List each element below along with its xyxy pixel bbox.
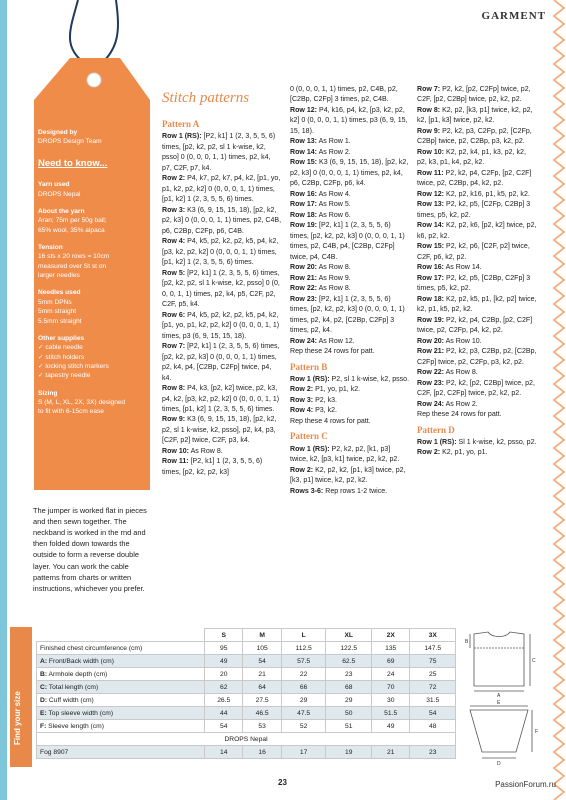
pattern-row (417, 263, 537, 273)
tension-line: measured over St st on (38, 262, 107, 270)
row-instruction: [P2, k1] 1 (2, 3, 5, 5, 6) times, [p2, k2, p2, sl 1 k-wise, k2, psso] 0 (0, 0, 0, 1, 1) times, p2, k4, p5, C2F, p2, C2F, p5, k4. (162, 269, 280, 309)
row-instruction: As Row 1. (317, 138, 351, 146)
row-label: Row 20: (417, 337, 445, 345)
pattern-row (162, 384, 282, 415)
row-label: Row 2: (290, 466, 314, 474)
size-value: 68 (326, 681, 372, 694)
diagram-label-a: A (497, 693, 501, 699)
size-value: 70 (371, 681, 409, 694)
pattern-row (290, 274, 410, 284)
row-instruction: P4, k7, p2, k7, p4, k2, [p1, yo, p1, k2, p2, k2] 0 (0, 0, 0, 1, 1) times, [p1, k2] 1 (2, 3, 5, 5, 6) times. (162, 175, 281, 204)
size-value: 75 (410, 655, 456, 668)
row-label: Row 14: (417, 222, 445, 230)
size-value: 21 (243, 668, 281, 681)
yarn-ball-count: 17 (281, 746, 326, 759)
pattern-row (417, 127, 537, 148)
row-instruction: As Row 8. (317, 264, 351, 272)
row-instruction: As Row 8. (189, 447, 223, 455)
size-value: 72 (410, 681, 456, 694)
row-label: Row 13: (290, 138, 318, 146)
row-label: Row 2: (417, 449, 441, 457)
measurement-letter: B: (40, 670, 48, 678)
row-label: Row 1 (RS): (417, 438, 457, 446)
about-yarn-label: About the yarn (38, 207, 85, 215)
pattern-row (417, 242, 537, 263)
row-instruction: As Row 2. (444, 400, 478, 408)
pattern-row (417, 337, 537, 347)
size-value: 29 (326, 694, 372, 707)
size-value: 53 (243, 720, 281, 733)
row-instruction: As Row 8. (444, 369, 478, 377)
needle-item: 5mm straight (38, 308, 77, 316)
measurement-text: Total length (cm) (47, 683, 99, 691)
size-row (37, 720, 456, 733)
size-value: 122.5 (326, 642, 372, 655)
pattern-heading: Pattern A (162, 119, 200, 129)
pattern-row (417, 400, 537, 410)
watermark: PassionForum.ru (495, 780, 556, 789)
size-value: 44 (205, 707, 243, 720)
row-label: Row 15: (290, 159, 318, 167)
row-instruction: P2, k2, p4, C2Fp, [p2, C2F] twice, p2, C2Bp, p4, k2, p2. (417, 169, 532, 188)
supply-item: ✓ tapestry needle (38, 372, 91, 380)
size-value: 57.5 (281, 655, 326, 668)
row-instruction: P2, k2, p3, C2Fp, p2, [C2Fp, C2Bp] twice, p2, C2Bp, p3, k2, p2. (417, 127, 532, 146)
pattern-row (290, 337, 410, 347)
pattern-row (417, 169, 537, 190)
measurement-letter: C: (40, 683, 48, 691)
row-label: Row 13: (417, 201, 445, 209)
page-number: 23 (278, 778, 287, 787)
row-instruction: K3 (6, 9, 15, 15, 18), [p2, k2, p2, k3] 0 (0, 0, 0, 1, 1) times, p2, C4B, p6, C2Bp, C2Fp, p6, C4B. (162, 206, 282, 235)
yarn-color-label: Fog 8907 (37, 746, 205, 759)
measurement-letter: E: (40, 709, 47, 717)
pattern-row (162, 415, 282, 446)
row-label: Row 17: (417, 274, 445, 282)
pattern-row (417, 85, 537, 106)
size-header: L (281, 629, 326, 642)
size-value: 48 (410, 720, 456, 733)
measurement-letter: D: (40, 696, 48, 704)
measurement-label (37, 681, 205, 694)
diagram-label-c: C (532, 658, 536, 664)
row-instruction: P1, yo, p1, k2. (313, 386, 361, 394)
row-label: Row 19: (290, 222, 318, 230)
size-row (37, 681, 456, 694)
row-label: Row 9: (417, 127, 441, 135)
size-header-empty (37, 629, 205, 642)
pattern-row (290, 200, 410, 210)
pattern-column-1 (162, 115, 282, 478)
pattern-row (290, 211, 410, 221)
size-value: 49 (371, 720, 409, 733)
size-value: 51 (326, 720, 372, 733)
row-label: Row 22: (290, 285, 318, 293)
pattern-row (290, 158, 410, 189)
row-instruction: P2, k3. (313, 396, 338, 404)
pattern-text: 0 (0, 0, 0, 1, 1) times, p2, C4B, p2, [C2Bp, C2Fp] 3 times, p2, C4B. (290, 86, 398, 104)
pattern-heading: Pattern B (290, 361, 328, 372)
size-row (37, 694, 456, 707)
pattern-row (417, 438, 537, 448)
size-value: 66 (281, 681, 326, 694)
row-instruction: K2, p2, k5, p1, [k2, p2] twice, k2, p1, k5, p2, k2. (417, 295, 537, 314)
pattern-row (290, 445, 410, 466)
row-instruction: As Row 12. (317, 337, 355, 345)
sizing-line: S (M, L, XL, 2X, 3X) designed (38, 399, 126, 407)
row-instruction: [P2, k1] 1 (2, 3, 5, 5, 6) times, [p2, k2, p2, k3] (162, 458, 263, 476)
row-instruction: K2, p2, [k3, p1] twice, k2, p2, k2, [p1, k3] twice, p2, k2. (417, 106, 533, 125)
row-instruction: P2, k2, [p2, C2Fp] twice, p2, C2F, [p2, C2Bp] twice, p2, k2, p2. (417, 86, 531, 104)
row-label: Row 23: (290, 295, 318, 303)
stitch-patterns-title: Stitch patterns (162, 90, 250, 106)
yarn-ball-count: 14 (205, 746, 243, 759)
row-instruction: As Row 6. (317, 211, 351, 219)
size-value: 54 (410, 707, 456, 720)
row-instruction: [P2, k1] 1 (2, 3, 5, 5, 6) times, [p2, k2, p2, k3] 0 (0, 0, 0, 1, 1) times, p2, C4B, p4, [C2Bp, C2Fp] twice, p4, C4B. (290, 222, 405, 261)
pattern-row (290, 284, 410, 294)
pattern-row (417, 190, 537, 200)
size-value: 62.5 (326, 655, 372, 668)
size-value: 69 (371, 655, 409, 668)
row-instruction: As Row 9. (317, 274, 351, 282)
pattern-row (290, 406, 410, 416)
body-outline (474, 632, 524, 686)
measurement-text: Top sleeve width (cm) (46, 709, 114, 717)
row-instruction: P4, k5, p2, k2, p2, k5, p4, k2, [p3, k2, p2, k2] 0 (0, 0, 0, 1, 1) times, [p1, k2] 1 (2, 3, 5, 5, 6) times. (162, 238, 279, 267)
row-instruction: As Row 2. (317, 148, 351, 156)
pattern-row (290, 190, 410, 200)
row-label: Row 4: (162, 238, 186, 246)
supplies-label: Other supplies (38, 334, 85, 342)
row-label: Row 18: (417, 295, 445, 303)
sizing-line: to fit with 6-15cm ease (38, 408, 104, 416)
size-row (37, 642, 456, 655)
row-instruction: K3 (6, 9, 15, 15, 18), [p2, k2, p2, sl 1 k-wise, k2, psso], p2, k4, p3, [C2F, p2] twice, C2F, p3, k4. (162, 416, 277, 445)
row-instruction: K3 (6, 9, 15, 15, 18), [p2, k2, p2, k3] 0 (0, 0, 0, 1, 1) times, p2, k4, p6, C2Bp, C2Fp, p6, k4. (290, 159, 409, 188)
supply-item: ✓ locking stitch markers (38, 362, 109, 370)
tension-line: 16 sts x 20 rows = 10cm (38, 253, 110, 261)
size-value: 31.5 (410, 694, 456, 707)
measurement-text: Sleeve length (cm) (46, 722, 104, 730)
row-instruction: As Row 10. (444, 337, 482, 345)
row-label: Row 9: (162, 416, 186, 424)
size-value: 112.5 (281, 642, 326, 655)
row-instruction: K2, p1, yo, p1. (440, 449, 488, 457)
yarn-used-value: DROPS Nepal (38, 190, 81, 198)
yarn-ball-count: 23 (410, 746, 456, 759)
row-label: Row 2: (290, 386, 314, 394)
row-label: Row 18: (290, 211, 318, 219)
tension-label: Tension (38, 244, 63, 251)
size-row (37, 668, 456, 681)
pattern-row (417, 106, 537, 127)
measurement-label (37, 642, 205, 655)
left-accent-bar (0, 0, 7, 800)
row-instruction: K2, p2, k2, [p1, k3] twice, p2, [k3, p1] twice, k2, p2, k2. (290, 466, 406, 485)
yarn-header: DROPS Nepal (37, 733, 456, 746)
row-label: Row 10: (417, 148, 445, 156)
row-instruction: K2, p2, k16, p1, k5, p2, k2. (444, 190, 530, 198)
size-value: 135 (371, 642, 409, 655)
row-label: Row 10: (162, 447, 190, 455)
pattern-row (290, 295, 410, 337)
row-label: Row 8: (162, 385, 186, 393)
row-instruction: P4, k3, [p2, k2] twice, p2, k3, p4, k2, [p3, k2, p2, k2] 0 (0, 0, 0, 1, 1) times, [p1, k2] 1 (2, 3, 5, 5, 6) times. (162, 385, 280, 413)
garment-diagram (462, 628, 542, 768)
size-value: 54 (243, 655, 281, 668)
row-instruction: As Row 8. (317, 285, 351, 293)
row-instruction: As Row 14. (444, 264, 482, 272)
row-label: Row 23: (417, 379, 445, 387)
pattern-heading: Pattern D (417, 424, 455, 435)
row-label: Row 24: (290, 337, 318, 345)
about-yarn-line: 65% wool, 35% alpaca (38, 226, 105, 234)
row-label: Row 20: (290, 264, 318, 272)
size-value: 62 (205, 681, 243, 694)
row-instruction: P2, k2, p6, [C2F, p2] twice, C2F, p6, k2, p2. (417, 243, 530, 261)
pattern-row (417, 200, 537, 221)
measurement-text: Front/Back width (cm) (47, 657, 114, 665)
size-value: 22 (281, 668, 326, 681)
pattern-row (417, 379, 537, 400)
row-label: Rows 3-6: (290, 487, 324, 495)
row-instruction: P2, k2, [p2, C2Bp] twice, p2, C2F, [p2, C2Fp] twice, p2, k2, p2. (417, 379, 535, 398)
find-your-size-tab (10, 627, 32, 767)
yarn-used-label: Yarn used (38, 181, 70, 189)
pattern-row (417, 274, 537, 295)
row-label: Row 16: (417, 264, 445, 272)
yarn-ball-count: 16 (243, 746, 281, 759)
row-label: Row 16: (290, 190, 318, 198)
designed-by-value: DROPS Design Team (38, 138, 102, 146)
row-instruction: P2, k2, p3, C2Bp, p2, [C2Bp, C2Fp] twice, p2, C2Fp, p3, k2, p2. (417, 348, 537, 366)
size-header: 3X (410, 629, 456, 642)
pattern-column-3 (417, 85, 537, 459)
pattern-text: Rep these 4 rows for patt. (290, 417, 371, 425)
row-label: Row 6: (162, 311, 186, 319)
row-instruction: K2, p2, k6, [p2, k2] twice, p2, k6, p2, k2. (417, 222, 537, 240)
pattern-row (290, 396, 410, 406)
row-label: Row 3: (290, 396, 314, 404)
pattern-row (417, 316, 537, 337)
row-label: Row 7: (417, 86, 441, 93)
pattern-column-2 (290, 85, 410, 497)
pattern-text: Rep these 24 rows for patt. (417, 411, 502, 419)
row-instruction: As Row 5. (317, 201, 351, 209)
row-label: Row 14: (290, 148, 318, 156)
row-label: Row 7: (162, 343, 186, 351)
sizing-label: Sizing (38, 389, 58, 397)
size-value: 23 (326, 668, 372, 681)
pattern-row (162, 132, 282, 174)
measurement-label (37, 707, 205, 720)
row-label: Row 4: (290, 407, 314, 415)
row-label: Row 3: (162, 206, 186, 214)
yarn-ball-count: 21 (371, 746, 409, 759)
size-value: 52 (281, 720, 326, 733)
diagram-label-d: D (497, 761, 501, 767)
size-value: 95 (205, 642, 243, 655)
needles-label: Needles used (38, 289, 81, 297)
size-header: S (205, 629, 243, 642)
row-instruction: K2, p2, k4, p1, k3, p2, k2, p2, k3, p1, k4, p2, k2. (417, 148, 526, 167)
needle-item: 5mm DPNs (38, 298, 72, 306)
row-label: Row 1 (RS): (290, 376, 330, 383)
intro-paragraph: The jumper is worked flat in pieces and then sewn together. The neckband is worked in the rnd and then folded down towards the outside to form a reverse double layer. You can work the cable patterns from charts or written instructions, whichever you prefer. (33, 506, 147, 593)
designed-by-label: Designed by (38, 129, 78, 136)
size-value: 30 (371, 694, 409, 707)
row-label: Row 21: (290, 274, 318, 282)
need-to-know-title: Need to know... (38, 157, 108, 169)
pattern-row (417, 221, 537, 242)
pattern-row (162, 206, 282, 237)
row-instruction: P3, k2. (313, 407, 338, 415)
pattern-text: Rep these 24 rows for patt. (290, 348, 375, 356)
measurement-label (37, 694, 205, 707)
pattern-row (417, 347, 537, 368)
pattern-row (162, 342, 282, 384)
row-instruction: Rep rows 1-2 twice. (323, 487, 388, 495)
size-value: 49 (205, 655, 243, 668)
pattern-row (417, 295, 537, 316)
row-label: Row 22: (417, 369, 445, 377)
row-instruction: Sl 1 k-wise, k2, psso, p2. (456, 438, 537, 446)
row-instruction: P4, k16, p4, k2, [p3, k2, p2, k2] 0 (0, 0, 0, 1, 1) times, p3 (6, 9, 15, 15, 18). (290, 106, 408, 135)
row-instruction: P2, k2, p5, [C2Bp, C2Fp] 3 times, p5, k2, p2. (417, 274, 531, 293)
pattern-row (290, 137, 410, 147)
row-label: Row 17: (290, 201, 318, 209)
find-your-size-label: Find your size (13, 691, 22, 745)
size-value: 105 (243, 642, 281, 655)
size-value: 54 (205, 720, 243, 733)
size-row (37, 707, 456, 720)
row-label: Row 11: (162, 458, 189, 466)
measurement-label (37, 655, 205, 668)
size-value: 27.5 (243, 694, 281, 707)
row-label: Row 15: (417, 243, 445, 251)
measurement-label (37, 720, 205, 733)
pattern-row (417, 448, 537, 458)
measurement-text: Cuff width (cm) (47, 696, 94, 704)
row-label: Row 8: (417, 106, 441, 114)
size-value: 64 (243, 681, 281, 694)
size-value: 26.5 (205, 694, 243, 707)
info-tag (20, 0, 162, 500)
size-header: 2X (371, 629, 409, 642)
row-instruction: [P2, k1] 1 (2, 3, 5, 5, 6) times, [p2, k2, p2, k3] 0 (0, 0, 0, 1, 1) times, p2, k4, p2, [C2Bp, C2Fp] 3 times, p2, k4. (290, 295, 405, 335)
pattern-row (290, 487, 410, 497)
measurement-letter: F: (40, 722, 47, 730)
diagram-label-b: B (465, 639, 469, 645)
pattern-row (162, 447, 282, 457)
row-label: Row 2: (162, 175, 186, 183)
tension-line: larger needles (38, 272, 80, 280)
pattern-row (290, 221, 410, 263)
supply-item: ✓ cable needle (38, 344, 83, 352)
needle-item: 5.5mm straight (38, 317, 82, 325)
row-label: Row 1 (RS): (162, 133, 202, 141)
size-value: 25 (410, 668, 456, 681)
row-instruction: P2, k2, p4, C2Bp, [p2, C2F] twice, p2, C2Fp, p4, k2, p2. (417, 316, 533, 335)
tag-content (38, 128, 160, 417)
diagram-label-e: E (497, 700, 501, 706)
pattern-row (290, 385, 410, 395)
row-label: Row 5: (162, 269, 186, 277)
pattern-row (162, 269, 282, 311)
row-label: Row 19: (417, 316, 445, 324)
row-instruction: P2, k2, p5, [C2Fp, C2Bp] 3 times, p5, k2, p2. (417, 201, 531, 219)
row-instruction: P2, sl 1 k-wise, k2, psso. (329, 376, 410, 383)
size-header: M (243, 629, 281, 642)
size-value: 20 (205, 668, 243, 681)
row-label: Row 1 (RS): (290, 445, 330, 453)
pattern-row (417, 148, 537, 169)
row-instruction: As Row 4. (317, 190, 351, 198)
pattern-row (290, 466, 410, 487)
yarn-row (37, 746, 456, 759)
pattern-row (290, 148, 410, 158)
row-instruction: [P2, k1] 1 (2, 3, 5, 5, 6) times, [p2, k2, p2, sl 1 k-wise, k2, psso] 0 (0, 0, 0, 1, 1) times, p2, k4, p7, C2F, p7, k4. (162, 133, 276, 172)
measurement-letter: A: (40, 657, 48, 665)
row-label: Row 12: (290, 106, 318, 114)
pattern-row (162, 237, 282, 268)
row-instruction: P2, k2, p2, [k1, p3] twice, k2, [p3, k1] twice, p2, k2, p2. (290, 445, 400, 464)
row-label: Row 12: (417, 190, 445, 198)
size-table (36, 628, 456, 759)
size-value: 29 (281, 694, 326, 707)
measurement-text: Armhole depth (cm) (47, 670, 108, 678)
pattern-row (162, 311, 282, 342)
pattern-row (417, 368, 537, 378)
row-instruction: P4, k5, p2, k2, p2, k5, p4, k2, [p1, yo, p1, k2, p2, k2] 0 (0, 0, 0, 1, 1) times, p3 (6, 9, 15, 15, 18). (162, 311, 280, 340)
row-label: Row 24: (417, 400, 445, 408)
size-value: 47.5 (281, 707, 326, 720)
yarn-header-row (37, 733, 456, 746)
about-yarn-line: Aran; 75m per 50g ball; (38, 217, 107, 225)
pattern-row (162, 174, 282, 205)
row-label: Row 11: (417, 169, 444, 177)
size-header-row (37, 629, 456, 642)
pattern-row (290, 106, 410, 137)
yarn-ball-count: 19 (326, 746, 372, 759)
measurement-label (37, 668, 205, 681)
size-header: XL (326, 629, 372, 642)
pattern-row (290, 375, 410, 385)
right-decorative-stripe (552, 0, 566, 800)
size-value: 50 (326, 707, 372, 720)
supply-item: ✓ stitch holders (38, 353, 85, 361)
measurement-text: Finished chest circumference (cm) (40, 644, 143, 652)
size-value: 51.5 (371, 707, 409, 720)
size-value: 24 (371, 668, 409, 681)
size-value: 46.5 (243, 707, 281, 720)
pattern-row (290, 263, 410, 273)
size-value: 147.5 (410, 642, 456, 655)
row-label: Row 21: (417, 348, 445, 356)
pattern-row (162, 457, 282, 478)
pattern-heading: Pattern C (290, 431, 328, 442)
size-row (37, 655, 456, 668)
sleeve-outline (470, 710, 528, 752)
section-header: GARMENT (481, 10, 546, 22)
diagram-label-f: F (535, 729, 539, 735)
row-instruction: [P2, k1] 1 (2, 3, 5, 5, 6) times, [p2, k2, p2, k3] 0 (0, 0, 0, 1, 1) times, p2, k4, p4, [C2Bp, C2Fp] twice, p4, k4. (162, 343, 280, 382)
